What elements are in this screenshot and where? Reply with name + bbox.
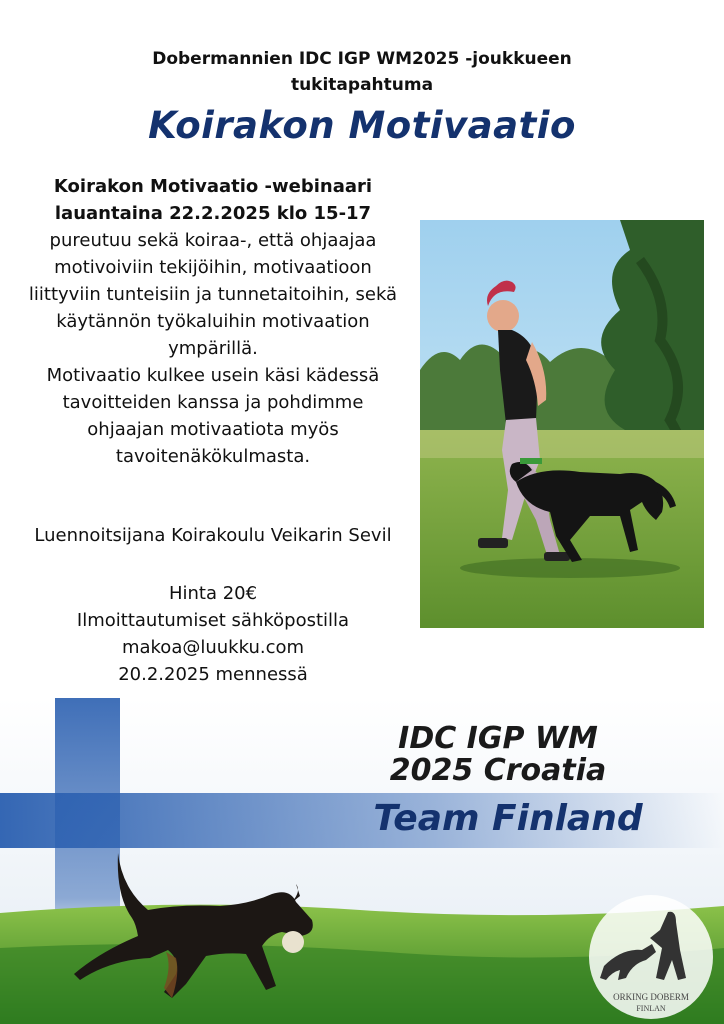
deadline-text: 20.2.2025 mennessä bbox=[118, 664, 308, 685]
intro-line: liittyviin tunteisiin ja tunnetaitoihin, sekä bbox=[28, 284, 398, 305]
banner-event-line2: 2025 Croatia bbox=[389, 753, 607, 788]
handler-dog-photo bbox=[420, 220, 704, 628]
intro-line: käytännön työkaluihin motivaation bbox=[56, 311, 370, 332]
header-line-1: Dobermannien IDC IGP WM2025 -joukkueen bbox=[152, 49, 572, 69]
banner-team-name: Team Finland bbox=[373, 798, 643, 839]
intro-line: ympärillä. bbox=[168, 338, 258, 359]
logo-text-bottom: FINLAN bbox=[636, 1004, 666, 1013]
intro-line: tavoitenäkökulmasta. bbox=[115, 446, 311, 467]
intro-line: ohjaajan motivaatiota myös bbox=[87, 419, 339, 440]
lecturer-text: Luennoitsijana Koirakoulu Veikarin Sevil bbox=[34, 525, 392, 546]
info-block bbox=[8, 580, 418, 688]
webinar-date: lauantaina 22.2.2025 klo 15-17 bbox=[54, 203, 372, 224]
email-text: makoa@luukku.com bbox=[121, 637, 305, 658]
signup-text: Ilmoittautumiset sähköpostilla bbox=[76, 610, 350, 631]
intro-line: Motivaatio kulkee usein käsi kädessä bbox=[46, 365, 380, 386]
banner-event-line1: IDC IGP WM bbox=[398, 721, 598, 756]
team-finland-banner bbox=[0, 698, 724, 1024]
intro-line: motivoiviin tekijöihin, motivaatioon bbox=[54, 257, 372, 278]
page-title: Koirakon Motivaatio bbox=[148, 104, 576, 147]
header-line-2: tukitapahtuma bbox=[290, 75, 434, 95]
intro-line: tavoitteiden kanssa ja pohdimme bbox=[62, 392, 364, 413]
price-text: Hinta 20€ bbox=[168, 583, 258, 604]
intro-text bbox=[8, 173, 418, 470]
webinar-name: Koirakon Motivaatio -webinaari bbox=[53, 176, 373, 197]
intro-line: pureutuu sekä koiraa-, että ohjaajaa bbox=[49, 230, 377, 251]
logo-text-top: ORKING DOBERM bbox=[613, 992, 689, 1002]
